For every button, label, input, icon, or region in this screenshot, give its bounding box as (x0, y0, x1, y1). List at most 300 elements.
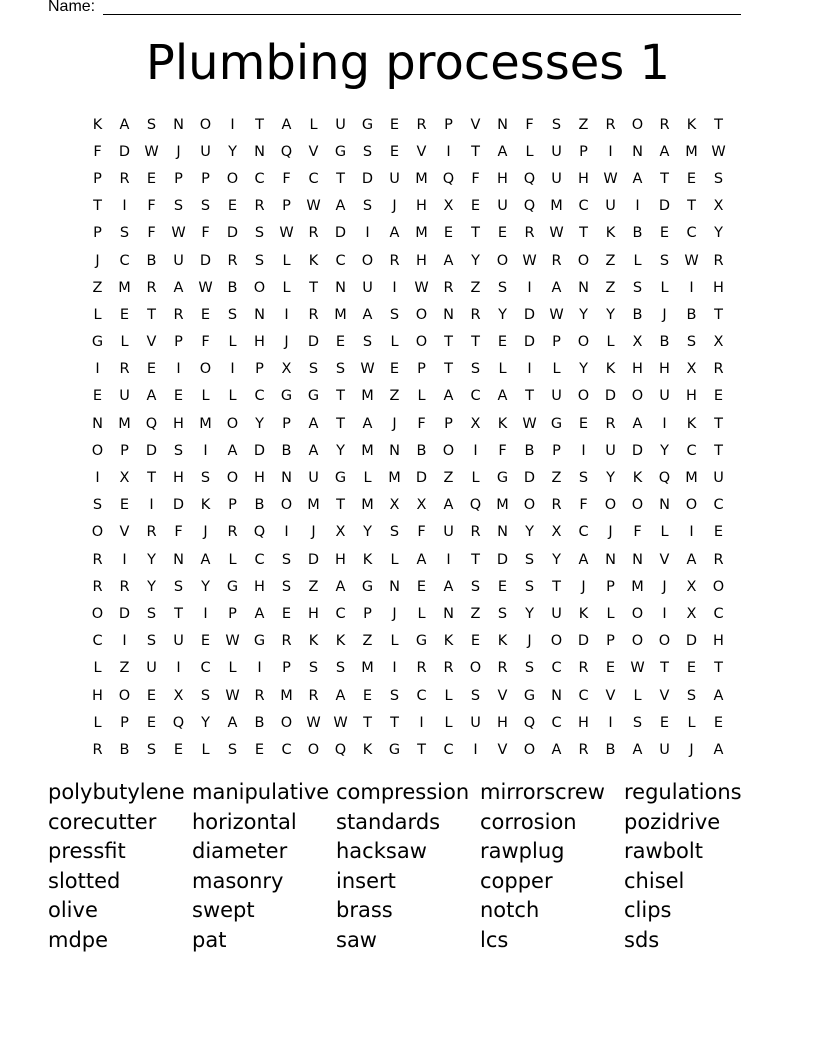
grid-letter: E (335, 334, 346, 351)
grid-letter: E (389, 361, 400, 378)
grid-letter: M (361, 497, 374, 514)
word-item: brass (336, 898, 393, 923)
grid-letter: W (711, 143, 726, 160)
grid-letter: C (254, 170, 265, 187)
name-blank-line (103, 14, 741, 15)
grid-letter: X (443, 198, 454, 215)
grid-letter: O (226, 415, 239, 432)
grid-letter: I (203, 442, 208, 459)
grid-letter: T (714, 116, 723, 133)
grid-letter: R (92, 578, 103, 595)
grid-letter: W (144, 143, 159, 160)
grid-letter: I (392, 279, 397, 296)
grid-letter: J (662, 306, 667, 323)
grid-letter: E (578, 415, 589, 432)
grid-letter: Q (145, 415, 158, 432)
grid-letter: P (552, 442, 561, 459)
grid-letter: E (173, 741, 184, 758)
grid-letter: M (685, 143, 698, 160)
grid-letter: K (308, 633, 319, 650)
grid-letter: Y (660, 442, 669, 459)
grid-letter: O (631, 116, 644, 133)
grid-letter: K (686, 116, 697, 133)
grid-letter: A (443, 252, 454, 269)
grid-letter: F (93, 143, 102, 160)
word-item: notch (480, 898, 540, 923)
grid-letter: T (336, 388, 345, 405)
grid-letter: O (442, 442, 455, 459)
grid-letter: K (497, 415, 508, 432)
grid-letter: E (146, 687, 157, 704)
grid-row (84, 600, 732, 627)
grid-letter: K (200, 497, 211, 514)
grid-letter: N (443, 605, 454, 622)
grid-letter: S (173, 442, 184, 459)
grid-letter: A (362, 415, 373, 432)
grid-letter: K (605, 225, 616, 242)
grid-letter: P (606, 633, 615, 650)
grid-letter: S (227, 741, 238, 758)
grid-letter: D (685, 633, 698, 650)
grid-letter: S (659, 252, 670, 269)
grid-letter: G (307, 388, 320, 405)
grid-letter: G (496, 470, 509, 487)
grid-letter: S (146, 633, 157, 650)
grid-letter: S (713, 170, 724, 187)
grid-letter: Q (523, 714, 536, 731)
grid-letter: S (686, 334, 697, 351)
grid-letter: T (687, 198, 696, 215)
grid-letter: W (306, 198, 321, 215)
grid-letter: L (201, 741, 210, 758)
grid-letter: Z (578, 116, 589, 133)
grid-letter: D (604, 388, 617, 405)
grid-letter: M (307, 497, 320, 514)
grid-letter: J (176, 143, 181, 160)
word-item: pat (192, 927, 227, 952)
grid-letter: I (122, 633, 127, 650)
grid-letter: T (444, 334, 453, 351)
grid-letter: D (496, 551, 509, 568)
grid-letter: H (497, 170, 508, 187)
grid-letter: H (173, 470, 184, 487)
grid-letter: A (389, 225, 400, 242)
word-item: saw (336, 927, 377, 952)
grid-letter: I (527, 279, 532, 296)
grid-letter: M (550, 198, 563, 215)
grid-letter: D (415, 470, 428, 487)
grid-letter: U (551, 170, 562, 187)
grid-letter: E (119, 497, 130, 514)
grid-letter: N (497, 116, 508, 133)
grid-letter: O (712, 578, 725, 595)
grid-letter: D (523, 470, 536, 487)
grid-letter: E (146, 361, 157, 378)
grid-letter: E (389, 143, 400, 160)
grid-row (84, 165, 732, 192)
grid-letter: P (552, 334, 561, 351)
grid-letter: L (228, 388, 237, 405)
grid-letter: R (227, 252, 238, 269)
grid-letter: F (147, 198, 156, 215)
grid-letter: M (388, 470, 401, 487)
grid-letter: O (577, 388, 590, 405)
grid-letter: A (146, 388, 157, 405)
word-item: mdpe (48, 927, 109, 952)
grid-letter: Q (658, 470, 671, 487)
grid-letter: Y (471, 252, 480, 269)
word-item: lcs (480, 927, 509, 952)
grid-letter: P (120, 442, 129, 459)
grid-letter: S (281, 551, 292, 568)
grid-letter: S (686, 687, 697, 704)
grid-letter: V (497, 741, 508, 758)
grid-letter: Z (362, 633, 373, 650)
grid-letter: J (527, 633, 532, 650)
grid-letter: Y (606, 306, 615, 323)
grid-letter: A (443, 388, 454, 405)
grid-letter: Q (442, 170, 455, 187)
grid-letter: A (632, 741, 643, 758)
word-item: polybutylene (48, 780, 185, 804)
grid-letter: L (120, 334, 129, 351)
grid-letter: T (714, 660, 723, 677)
grid-letter: S (254, 252, 265, 269)
grid-letter: B (281, 442, 292, 459)
grid-letter: S (389, 306, 400, 323)
letter-grid (84, 111, 732, 764)
grid-letter: A (551, 741, 562, 758)
page-title: Plumbing processes 1 (145, 35, 671, 91)
grid-letter: L (633, 687, 642, 704)
grid-letter: C (92, 633, 103, 650)
grid-letter: O (226, 170, 239, 187)
grid-letter: T (525, 388, 534, 405)
grid-letter: A (227, 714, 238, 731)
grid-letter: P (606, 578, 615, 595)
grid-letter: X (551, 524, 562, 541)
grid-letter: M (199, 415, 212, 432)
grid-letter: O (577, 334, 590, 351)
grid-letter: S (524, 551, 535, 568)
grid-letter: M (631, 578, 644, 595)
grid-letter: U (443, 524, 454, 541)
grid-letter: C (470, 388, 481, 405)
grid-letter: Y (498, 306, 507, 323)
name-label: Name: (48, 0, 96, 15)
grid-letter: T (336, 170, 345, 187)
grid-letter: R (578, 741, 589, 758)
grid-letter: I (473, 741, 478, 758)
grid-letter: J (95, 252, 100, 269)
word-item: corrosion (480, 809, 577, 834)
grid-letter: K (443, 633, 454, 650)
grid-letter: R (551, 497, 562, 514)
grid-letter: K (362, 741, 373, 758)
grid-letter: I (392, 660, 397, 677)
grid-letter: T (336, 497, 345, 514)
grid-letter: C (713, 605, 724, 622)
grid-letter: B (659, 334, 670, 351)
grid-letter: E (443, 225, 454, 242)
grid-letter: F (498, 442, 507, 459)
grid-letter: V (470, 116, 481, 133)
grid-letter: U (551, 143, 562, 160)
grid-letter: K (632, 470, 643, 487)
grid-letter: Z (605, 252, 616, 269)
grid-letter: R (416, 660, 427, 677)
grid-letter: I (608, 714, 613, 731)
grid-letter: M (361, 388, 374, 405)
grid-letter: I (446, 551, 451, 568)
grid-letter: O (496, 252, 509, 269)
grid-letter: A (713, 741, 724, 758)
word-item: rawplug (480, 839, 565, 864)
grid-letter: L (525, 143, 534, 160)
grid-letter: M (685, 470, 698, 487)
grid-letter: G (280, 388, 293, 405)
grid-letter: X (335, 524, 346, 541)
grid-letter: C (551, 714, 562, 731)
grid-letter: R (389, 252, 400, 269)
grid-letter: I (230, 116, 235, 133)
grid-letter: A (713, 687, 724, 704)
grid-letter: B (146, 252, 157, 269)
grid-letter: K (335, 633, 346, 650)
grid-letter: D (577, 633, 590, 650)
grid-letter: Y (552, 551, 561, 568)
grid-letter: Q (523, 198, 536, 215)
grid-letter: W (522, 252, 537, 269)
grid-letter: T (471, 143, 480, 160)
grid-letter: L (201, 388, 210, 405)
word-item: swept (192, 898, 255, 923)
grid-letter: D (334, 225, 347, 242)
grid-letter: H (713, 633, 724, 650)
grid-letter: I (446, 143, 451, 160)
grid-letter: A (416, 551, 427, 568)
grid-letter: I (284, 524, 289, 541)
grid-letter: T (660, 170, 669, 187)
grid-letter: S (362, 198, 373, 215)
grid-letter: O (307, 741, 320, 758)
grid-letter: I (176, 660, 181, 677)
grid-letter: V (659, 551, 670, 568)
grid-letter: I (662, 415, 667, 432)
grid-letter: H (713, 279, 724, 296)
grid-row (84, 628, 732, 655)
grid-letter: S (497, 605, 508, 622)
grid-letter: S (524, 578, 535, 595)
grid-letter: C (308, 170, 319, 187)
grid-letter: R (497, 660, 508, 677)
grid-letter: C (578, 198, 589, 215)
grid-letter: G (415, 633, 428, 650)
grid-letter: C (335, 252, 346, 269)
grid-letter: T (255, 116, 264, 133)
grid-letter: Y (336, 442, 345, 459)
grid-letter: U (173, 252, 184, 269)
grid-letter: U (605, 442, 616, 459)
grid-letter: N (632, 143, 643, 160)
grid-letter: K (92, 116, 103, 133)
grid-letter: H (254, 578, 265, 595)
grid-letter: X (119, 470, 130, 487)
grid-letter: C (254, 388, 265, 405)
grid-letter: B (686, 306, 697, 323)
grid-letter: R (146, 524, 157, 541)
grid-letter: A (632, 415, 643, 432)
grid-letter: T (174, 605, 183, 622)
grid-letter: P (201, 170, 210, 187)
grid-letter: U (335, 116, 346, 133)
grid-letter: L (417, 388, 426, 405)
grid-letter: R (443, 660, 454, 677)
grid-letter: G (361, 578, 374, 595)
grid-letter: S (254, 225, 265, 242)
word-item: diameter (192, 839, 288, 864)
grid-letter: S (200, 470, 211, 487)
grid-letter: B (416, 442, 427, 459)
grid-letter: O (199, 116, 212, 133)
grid-letter: V (659, 687, 670, 704)
word-item: slotted (48, 868, 121, 893)
grid-letter: C (254, 551, 265, 568)
grid-letter: I (95, 470, 100, 487)
grid-letter: V (308, 143, 319, 160)
grid-row (84, 138, 732, 165)
grid-letter: X (686, 361, 697, 378)
grid-letter: P (174, 170, 183, 187)
grid-letter: F (633, 524, 642, 541)
grid-letter: V (119, 524, 130, 541)
grid-letter: T (660, 660, 669, 677)
grid-letter: C (200, 660, 211, 677)
grid-letter: X (632, 334, 643, 351)
grid-letter: I (257, 660, 262, 677)
grid-letter: E (146, 714, 157, 731)
grid-letter: F (201, 225, 210, 242)
grid-letter: P (444, 415, 453, 432)
grid-letter: W (306, 714, 321, 731)
grid-letter: H (254, 470, 265, 487)
grid-letter: E (227, 198, 238, 215)
grid-letter: M (361, 442, 374, 459)
grid-letter: R (92, 741, 103, 758)
grid-letter: N (254, 143, 265, 160)
grid-letter: H (92, 687, 103, 704)
grid-letter: T (390, 714, 399, 731)
word-item: manipulative (192, 780, 330, 804)
word-item: hacksaw (336, 839, 427, 864)
grid-letter: Q (280, 143, 293, 160)
grid-letter: O (253, 279, 266, 296)
grid-letter: S (578, 470, 589, 487)
grid-letter: B (524, 442, 535, 459)
grid-letter: S (146, 605, 157, 622)
grid-letter: I (176, 361, 181, 378)
grid-letter: E (146, 170, 157, 187)
grid-letter: B (632, 225, 643, 242)
grid-letter: T (417, 741, 426, 758)
grid-letter: O (469, 660, 482, 677)
grid-letter: G (253, 633, 266, 650)
grid-letter: S (119, 225, 130, 242)
grid-letter: L (417, 605, 426, 622)
grid-letter: G (550, 415, 563, 432)
grid-letter: G (388, 741, 401, 758)
grid-letter: F (147, 225, 156, 242)
grid-letter: Z (119, 660, 130, 677)
grid-letter: G (334, 470, 347, 487)
grid-letter: P (228, 605, 237, 622)
grid-letter: S (146, 741, 157, 758)
grid-letter: J (203, 524, 208, 541)
grid-letter: S (389, 687, 400, 704)
grid-letter: M (415, 170, 428, 187)
grid-letter: H (335, 551, 346, 568)
grid-letter: O (631, 605, 644, 622)
grid-letter: W (333, 714, 348, 731)
grid-letter: O (91, 524, 104, 541)
grid-letter: E (497, 334, 508, 351)
grid-letter: S (389, 524, 400, 541)
grid-letter: F (282, 170, 291, 187)
grid-letter: W (198, 279, 213, 296)
grid-letter: Y (255, 415, 264, 432)
grid-letter: E (200, 633, 211, 650)
grid-letter: R (254, 687, 265, 704)
grid-letter: H (578, 170, 589, 187)
grid-letter: D (307, 551, 320, 568)
grid-letter: Q (253, 524, 266, 541)
grid-letter: C (416, 687, 427, 704)
grid-letter: J (392, 605, 397, 622)
grid-letter: I (149, 497, 154, 514)
grid-letter: C (335, 605, 346, 622)
grid-letter: I (662, 605, 667, 622)
grid-row (84, 492, 732, 519)
grid-letter: I (230, 361, 235, 378)
grid-letter: O (631, 497, 644, 514)
grid-letter: O (658, 633, 671, 650)
grid-letter: Y (363, 524, 372, 541)
grid-letter: P (120, 714, 129, 731)
grid-letter: P (282, 415, 291, 432)
grid-letter: L (444, 714, 453, 731)
grid-letter: J (581, 578, 586, 595)
grid-letter: F (417, 524, 426, 541)
grid-letter: T (93, 198, 102, 215)
grid-letter: P (282, 198, 291, 215)
grid-letter: L (390, 334, 399, 351)
grid-letter: S (308, 660, 319, 677)
grid-letter: A (362, 306, 373, 323)
grid-row (84, 356, 732, 383)
grid-letter: L (660, 524, 669, 541)
grid-letter: M (334, 306, 347, 323)
grid-letter: L (228, 660, 237, 677)
grid-letter: J (662, 578, 667, 595)
grid-letter: A (173, 279, 184, 296)
grid-letter: W (549, 306, 564, 323)
grid-letter: D (361, 170, 374, 187)
grid-letter: U (713, 470, 724, 487)
grid-row (84, 437, 732, 464)
grid-letter: T (471, 334, 480, 351)
grid-letter: A (443, 497, 454, 514)
grid-letter: D (523, 306, 536, 323)
